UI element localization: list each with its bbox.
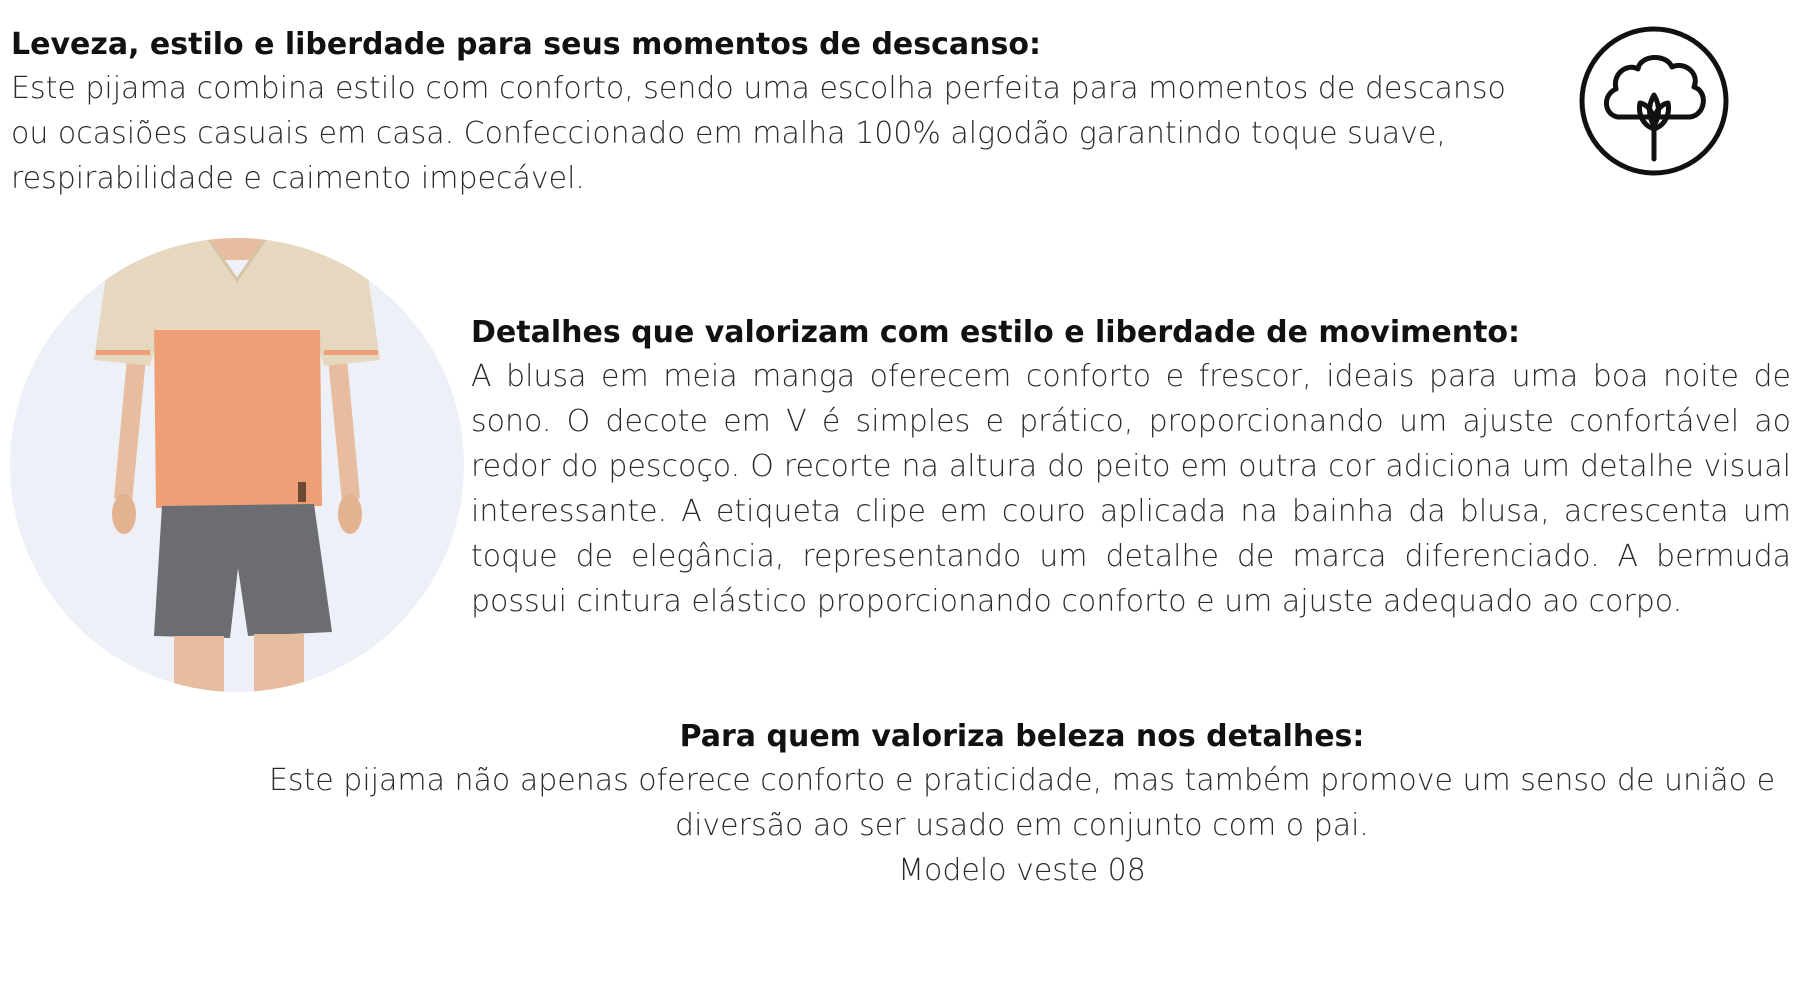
model-photo [10,238,464,692]
closing-body-line-1: Este pijama não apenas oferece conforto e praticidade, mas também promove um senso de união e [268,763,1776,798]
cotton-flower-icon [1578,25,1730,177]
details-body: A blusa em meia manga oferecem conforto e frescor, ideais para uma boa noite de sono. O decote em V é simples e prático, proporcionando um ajuste confortável ao redor do pescoço. O recorte na altura do peito em outra cor adiciona um detalhe visual interessante. A etiqueta clipe em couro aplicada na bainha da blusa, acrescenta um toque de elegância, representando um detalhe de marca diferenciado. A bermuda possui cintura elástico proporcionando conforto e um ajuste adequado ao corpo. [471,359,1791,619]
details-heading: Detalhes que valorizam com estilo e liberdade de movimento: [471,315,1521,350]
intro-body: Este pijama combina estilo com conforto, sendo uma escolha perfeita para momentos de descanso ou ocasiões casuais em casa. Confeccionado em malha 100% algodão garantindo toque suave, respirabilidade e caimento impecável. [11,71,1506,196]
details-section [471,312,1791,624]
closing-body-line-2: diversão ao ser usado em conjunto com o pai. [675,808,1369,843]
closing-heading: Para quem valoriza beleza nos detalhes: [679,719,1365,754]
model-size-text: Modelo veste 08 [898,853,1146,888]
pajama-illustration [10,238,464,692]
intro-heading: Leveza, estilo e liberdade para seus momentos de descanso: [11,27,1041,62]
intro-section [11,24,1511,201]
closing-section [250,716,1794,893]
